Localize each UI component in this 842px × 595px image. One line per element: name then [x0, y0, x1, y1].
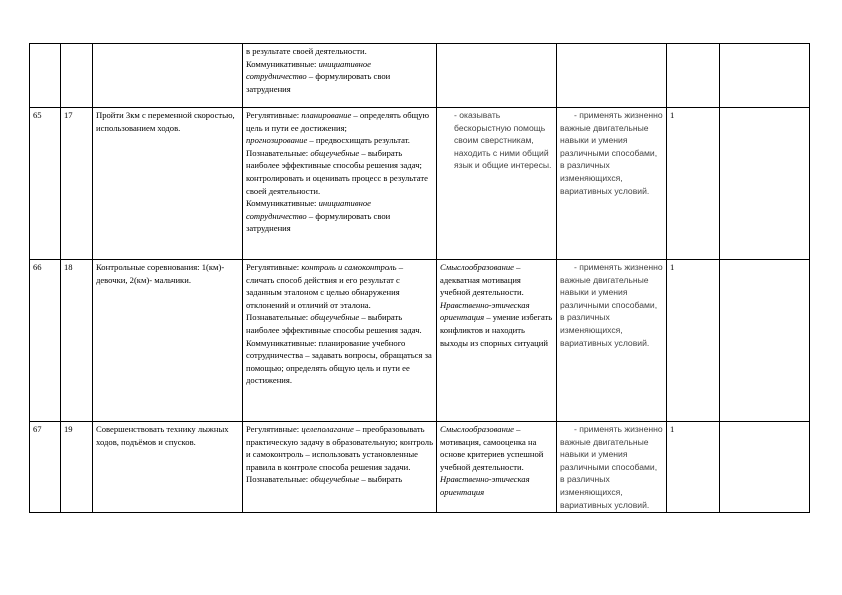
uud-paragraph: прогнозирование – предвосхищать результат.	[246, 135, 410, 146]
personal-results-cell	[437, 422, 557, 513]
uud-paragraph: Коммуникативные: инициативное сотрудничество – формулировать свои затруднения	[246, 58, 391, 94]
uud-cell	[243, 260, 437, 422]
lesson-number-cell: 67	[30, 422, 61, 513]
personal-results-cell	[437, 260, 557, 422]
hours-cell: 1	[667, 108, 720, 260]
uud-paragraph: Коммуникативные: инициативное сотрудничество – формулировать свои затруднения	[246, 198, 391, 234]
subject-results-cell: - применять жизненно важные двигательные навыки и умения различными способами, в различных изменяющихся, вариативных условий.	[557, 108, 667, 260]
table-row	[30, 422, 810, 513]
table-row	[30, 44, 810, 108]
subject-results-cell: - применять жизненно важные двигательные навыки и умения различными способами, в различных изменяющихся, вариативных условий.	[557, 260, 667, 422]
personal-results-cell	[437, 44, 557, 108]
uud-paragraph: Познавательные: общеучебные – выбирать наиболее эффективные способы решения задач; контролировать и оценивать процесс в результате своей деятельности.	[246, 147, 428, 196]
lesson-number-cell: 65	[30, 108, 61, 260]
personal-paragraph: Нравственно-этическая ориентация – умение избегать конфликтов и находить выходы из спорных ситуаций	[440, 299, 553, 348]
uud-paragraph: Регулятивные: целеполагание – преобразовывать практическую задачу в образовательную; контроль и самоконтроль – использовать установленные правила в контроле способа решения задачи.	[246, 424, 434, 472]
lesson-order-cell: 18	[61, 260, 93, 422]
subject-results-cell	[557, 44, 667, 108]
uud-cell	[243, 422, 437, 513]
hours-cell	[667, 44, 720, 108]
lesson-order-cell: 19	[61, 422, 93, 513]
lesson-order-cell	[61, 44, 93, 108]
topic-cell: Контрольные соревнования: 1(км)-девочки, 2(км)- мальчики.	[93, 260, 243, 422]
topic-cell	[93, 44, 243, 108]
extra-cell	[720, 44, 810, 108]
extra-cell	[720, 260, 810, 422]
uud-paragraph: Регулятивные: планирование – определять общую цель и пути ее достижения;	[246, 110, 430, 133]
subject-results-cell: - применять жизненно важные двигательные навыки и умения различными способами, в различных изменяющихся, вариативных условий.	[557, 422, 667, 513]
uud-cell	[243, 44, 437, 108]
topic-cell: Совершенствовать технику лыжных ходов, подъёмов и спусков.	[93, 422, 243, 513]
hours-cell: 1	[667, 422, 720, 513]
uud-paragraph: в результате своей деятельности.	[246, 46, 367, 56]
uud-paragraph: Регулятивные: контроль и самоконтроль – сличать способ действия и его результат с заданным эталоном с целью обнаружения отклонений и отличий от эталона.	[246, 262, 404, 310]
topic-cell: Пройти 3км с переменной скоростью, использованием ходов.	[93, 108, 243, 260]
uud-paragraph: Познавательные: общеучебные – выбирать наиболее эффективные способы решения задач. Коммуникативные: планирование учебного сотрудничества – задавать вопросы, обращаться за помощью; определять общую цель и пути ее достижения.	[246, 312, 432, 386]
personal-paragraph: Смыслообразование – мотивация, самооценка на основе критериев успешной учебной деятельности.	[440, 424, 544, 472]
lesson-order-cell: 17	[61, 108, 93, 260]
lesson-number-cell	[30, 44, 61, 108]
personal-paragraph: Смыслообразование – адекватная мотивация учебной деятельности.	[440, 262, 524, 298]
personal-paragraph: Нравственно-этическая ориентация	[440, 474, 530, 497]
hours-cell: 1	[667, 260, 720, 422]
personal-paragraph: - оказывать бескорыстную помощь своим сверстникам, находить с ними общий язык и общие интересы.	[454, 110, 552, 171]
table-row	[30, 260, 810, 422]
extra-cell	[720, 108, 810, 260]
table-row	[30, 108, 810, 260]
uud-cell	[243, 108, 437, 260]
lesson-number-cell: 66	[30, 260, 61, 422]
personal-results-cell	[437, 108, 557, 260]
extra-cell	[720, 422, 810, 513]
lesson-plan-table	[29, 43, 810, 513]
uud-paragraph: Познавательные: общеучебные – выбирать	[246, 474, 403, 485]
